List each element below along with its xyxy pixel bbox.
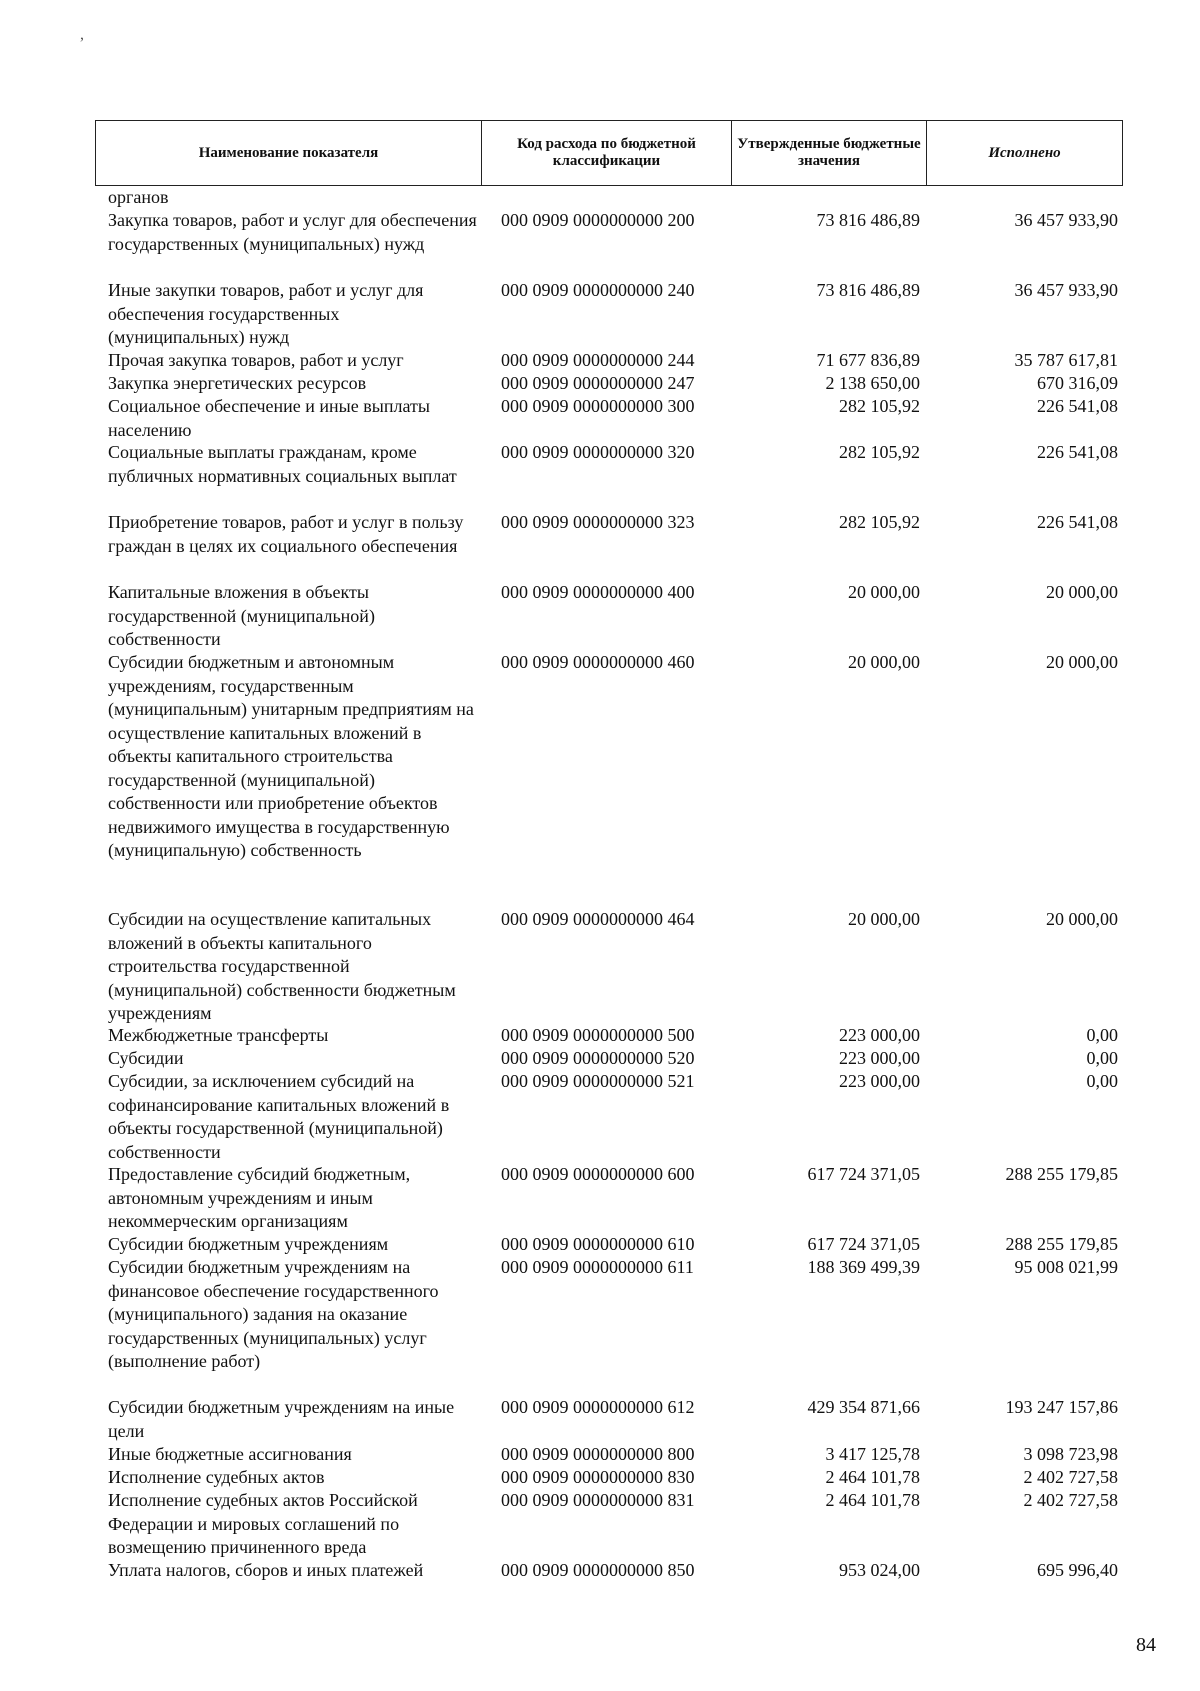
row-executed: 288 255 179,85	[1005, 1234, 1118, 1254]
row-executed: 95 008 021,99	[1014, 1257, 1118, 1277]
row-executed: 2 402 727,58	[1023, 1490, 1118, 1510]
table-header	[95, 120, 1123, 186]
row-executed: 226 541,08	[1037, 442, 1118, 462]
row-name: Межбюджетные трансферты	[108, 1025, 329, 1045]
row-executed: 0,00	[1086, 1025, 1118, 1045]
row-code: 000 0909 0000000000 800	[501, 1444, 695, 1464]
row-executed: 695 996,40	[1037, 1560, 1118, 1580]
row-approved: 953 024,00	[839, 1560, 920, 1580]
header-executed: Исполнено	[926, 121, 1122, 185]
row-approved: 73 816 486,89	[816, 280, 920, 300]
row-name: Закупка товаров, работ и услуг для обеспечения государственных (муниципальных) нужд	[108, 210, 477, 254]
header-name: Наименование показателя	[198, 144, 379, 161]
row-approved: 2 138 650,00	[825, 373, 920, 393]
row-code: 000 0909 0000000000 300	[501, 396, 695, 416]
row-code: 000 0909 0000000000 200	[501, 210, 695, 230]
row-name: Прочая закупка товаров, работ и услуг	[108, 350, 404, 370]
row-executed: 193 247 157,86	[1005, 1397, 1118, 1417]
row-executed: 35 787 617,81	[1014, 350, 1118, 370]
row-name: Иные закупки товаров, работ и услуг для обеспечения государственных (муниципальных) нужд	[108, 280, 424, 347]
row-code: 000 0909 0000000000 520	[501, 1048, 695, 1068]
row-name: Закупка энергетических ресурсов	[108, 373, 367, 393]
row-approved: 2 464 101,78	[825, 1467, 920, 1487]
row-name: Капитальные вложения в объекты государственной (муниципальной) собственности	[108, 582, 375, 649]
row-executed: 0,00	[1086, 1071, 1118, 1091]
row-code: 000 0909 0000000000 850	[501, 1560, 695, 1580]
row-code: 000 0909 0000000000 612	[501, 1397, 695, 1417]
row-executed: 20 000,00	[1046, 909, 1118, 929]
row-approved: 223 000,00	[839, 1048, 920, 1068]
row-approved: 282 105,92	[839, 396, 920, 416]
row-executed: 226 541,08	[1037, 512, 1118, 532]
row-code: 000 0909 0000000000 600	[501, 1164, 695, 1184]
row-name: Приобретение товаров, работ и услуг в пользу граждан в целях их социального обеспечения	[108, 512, 464, 556]
row-approved: 20 000,00	[848, 909, 920, 929]
row-executed: 2 402 727,58	[1023, 1467, 1118, 1487]
row-name: органов	[108, 187, 169, 207]
row-approved: 617 724 371,05	[807, 1234, 920, 1254]
row-name: Субсидии бюджетным и автономным учреждениям, государственным (муниципальным) унитарным предприятиям на осуществление капитальных вложений в объекты капитального строительства государственной (муниципальной) собственности или приобретение объектов недвижимого имущества в государственную (муниципальную) собственность	[108, 652, 474, 860]
row-executed: 20 000,00	[1046, 582, 1118, 602]
row-name: Субсидии бюджетным учреждениям на финансовое обеспечение государственного (муниципального) задания на оказание государственных (муниципальных) услуг (выполнение работ)	[108, 1257, 439, 1371]
row-approved: 20 000,00	[848, 652, 920, 672]
header-code: Код расхода по бюджетной классификации	[481, 121, 731, 185]
row-name: Исполнение судебных актов	[108, 1467, 325, 1487]
row-approved: 71 677 836,89	[816, 350, 920, 370]
row-name: Социальные выплаты гражданам, кроме публичных нормативных социальных выплат	[108, 442, 457, 486]
row-code: 000 0909 0000000000 610	[501, 1234, 695, 1254]
row-name: Предоставление субсидий бюджетным, автономным учреждениям и иным некоммерческим организациям	[108, 1164, 411, 1231]
row-approved: 20 000,00	[848, 582, 920, 602]
row-name: Уплата налогов, сборов и иных платежей	[108, 1560, 424, 1580]
row-approved: 282 105,92	[839, 512, 920, 532]
row-name: Исполнение судебных актов Российской Федерации и мировых соглашений по возмещению причиненного вреда	[108, 1490, 418, 1557]
row-code: 000 0909 0000000000 611	[501, 1257, 694, 1277]
row-code: 000 0909 0000000000 247	[501, 373, 695, 393]
row-approved: 188 369 499,39	[807, 1257, 920, 1277]
row-approved: 2 464 101,78	[825, 1490, 920, 1510]
row-executed: 36 457 933,90	[1014, 280, 1118, 300]
row-executed: 226 541,08	[1037, 396, 1118, 416]
row-code: 000 0909 0000000000 500	[501, 1025, 695, 1045]
row-approved: 3 417 125,78	[825, 1444, 920, 1464]
row-name: Субсидии	[108, 1048, 184, 1068]
row-code: 000 0909 0000000000 831	[501, 1490, 695, 1510]
scan-mark: ,	[80, 26, 84, 43]
row-code: 000 0909 0000000000 240	[501, 280, 695, 300]
row-approved: 223 000,00	[839, 1025, 920, 1045]
row-code: 000 0909 0000000000 460	[501, 652, 695, 672]
row-name: Социальное обеспечение и иные выплаты населению	[108, 396, 430, 440]
row-code: 000 0909 0000000000 323	[501, 512, 695, 532]
row-approved: 429 354 871,66	[807, 1397, 920, 1417]
row-approved: 282 105,92	[839, 442, 920, 462]
row-name: Субсидии бюджетным учреждениям на иные цели	[108, 1397, 455, 1441]
row-name: Иные бюджетные ассигнования	[108, 1444, 352, 1464]
row-name: Субсидии, за исключением субсидий на софинансирование капитальных вложений в объекты государственной (муниципальной) собственности	[108, 1071, 450, 1162]
row-approved: 73 816 486,89	[816, 210, 920, 230]
row-code: 000 0909 0000000000 464	[501, 909, 695, 929]
row-executed: 0,00	[1086, 1048, 1118, 1068]
row-code: 000 0909 0000000000 521	[501, 1071, 695, 1091]
row-name: Субсидии на осуществление капитальных вложений в объекты капитального строительства государственной (муниципальной) собственности бюджетным учреждениям	[108, 909, 456, 1023]
row-code: 000 0909 0000000000 400	[501, 582, 695, 602]
row-code: 000 0909 0000000000 320	[501, 442, 695, 462]
row-executed: 3 098 723,98	[1023, 1444, 1118, 1464]
row-executed: 288 255 179,85	[1005, 1164, 1118, 1184]
row-executed: 36 457 933,90	[1014, 210, 1118, 230]
row-approved: 617 724 371,05	[807, 1164, 920, 1184]
page-number: 84	[1136, 1634, 1156, 1656]
row-executed: 20 000,00	[1046, 652, 1118, 672]
row-executed: 670 316,09	[1037, 373, 1118, 393]
header-approved: Утвержденные бюджетные значения	[731, 121, 926, 185]
row-name: Субсидии бюджетным учреждениям	[108, 1234, 389, 1254]
row-code: 000 0909 0000000000 244	[501, 350, 695, 370]
row-approved: 223 000,00	[839, 1071, 920, 1091]
row-code: 000 0909 0000000000 830	[501, 1467, 695, 1487]
